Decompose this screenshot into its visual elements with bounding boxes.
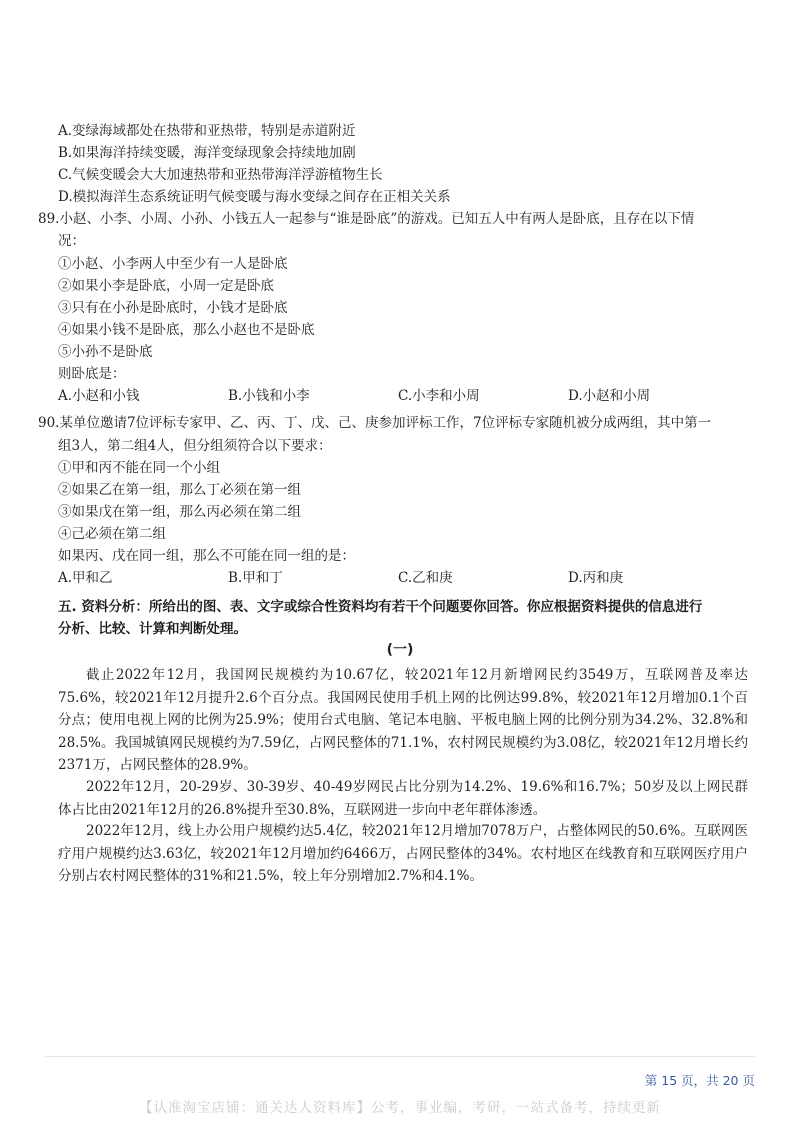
- footer-divider: [45, 1056, 755, 1057]
- q89-condition-4: ④如果小钱不是卧底，那么小赵也不是卧底: [58, 322, 315, 338]
- watermark: 【认准淘宝店铺：通关达人资料库】公考，事业编，考研，一站式备考，持续更新: [139, 1100, 661, 1116]
- q89-stem-line2: 况：: [58, 233, 85, 249]
- q88-option-c: C.气候变暖会大大加速热带和亚热带海洋浮游植物生长: [58, 167, 383, 183]
- q90-condition-1: ①甲和丙不能在同一个小组: [58, 460, 220, 476]
- paragraph-3: 2022年12月，线上办公用户规模约达5.4亿，较2021年12月增加7078万户，占整体网民的50.6%。互联网医疗用户规模约达3.63亿，较2021年12月增加约6466万，占网民整体的34%。农村地区在线教育和互联网医疗用户分别占农村网民整体的31%和21.5%，较上年分别增加2.7%和4.1%。: [58, 823, 748, 884]
- q89-condition-3: ③只有在小孙是卧底时，小钱才是卧底: [58, 300, 288, 316]
- q89-question: 则卧底是：: [58, 366, 126, 382]
- q89-option-d: D.小赵和小周: [568, 388, 651, 404]
- q88-option-b: B.如果海洋持续变暖，海洋变绿现象会持续地加剧: [58, 145, 356, 161]
- q89-option-b: B.小钱和小李: [228, 388, 310, 404]
- q90-stem-line2: 组3人，第二组4人，但分组须符合以下要求：: [58, 438, 332, 454]
- q90-condition-4: ④己必须在第二组: [58, 526, 166, 542]
- part-title: (一): [386, 642, 414, 658]
- q90-condition-2: ②如果乙在第一组，那么丁必须在第一组: [58, 482, 301, 498]
- q90-option-b: B.甲和丁: [228, 570, 283, 586]
- q89-condition-1: ①小赵、小李两人中至少有一人是卧底: [58, 256, 288, 272]
- q89-stem-line1: 89.小赵、小李、小周、小孙、小钱五人一起参与“谁是卧底”的游戏。已知五人中有两人是卧底，且存在以下情: [38, 211, 695, 227]
- q88-option-a: A.变绿海域都处在热带和亚热带，特别是赤道附近: [58, 123, 356, 139]
- q90-option-a: A.甲和乙: [58, 570, 113, 586]
- section-heading-line2: 分析、比较、计算和判断处理。: [58, 621, 247, 637]
- q90-option-d: D.丙和庚: [568, 570, 624, 586]
- q89-option-c: C.小李和小周: [398, 388, 480, 404]
- q90-question: 如果丙、戊在同一组，那么不可能在同一组的是：: [58, 548, 355, 564]
- q90-stem-line1: 90.某单位邀请7位评标专家甲、乙、丙、丁、戊、己、庚参加评标工作，7位评标专家随机被分成两组，其中第一: [38, 415, 712, 431]
- q90-condition-3: ③如果戊在第一组，那么丙必须在第二组: [58, 504, 301, 520]
- q90-option-c: C.乙和庚: [398, 570, 453, 586]
- page-number: 第 15 页，共 20 页: [644, 1073, 755, 1088]
- q89-condition-2: ②如果小李是卧底，小周一定是卧底: [58, 278, 274, 294]
- q89-option-a: A.小赵和小钱: [58, 388, 140, 404]
- section-heading-line1: 五. 资料分析：所给出的图、表、文字或综合性资料均有若干个问题要你回答。你应根据资料提供的信息进行: [58, 599, 703, 615]
- q88-option-d: D.模拟海洋生态系统证明气候变暖与海水变绿之间存在正相关关系: [58, 189, 451, 205]
- paragraph-1: 截止2022年12月，我国网民规模约为10.67亿，较2021年12月新增网民约3549万，互联网普及率达75.6%，较2021年12月提升2.6个百分点。我国网民使用手机上网的比例达99.8%，较2021年12月增加0.1个百分点；使用电视上网的比例为25.9%；使用台式电脑、笔记本电脑、平板电脑上网的比例分别为34.2%、32.8%和28.5%。我国城镇网民规模约为7.59亿，占网民整体的71.1%，农村网民规模约为3.08亿，较2021年12月增长约2371万，占网民整体的28.9%。: [58, 667, 748, 773]
- paragraph-2: 2022年12月，20-29岁、30-39岁、40-49岁网民占比分别为14.2%、19.6%和16.7%；50岁及以上网民群体占比由2021年12月的26.8%提升至30.8%，互联网进一步向中老年群体渗透。: [58, 779, 748, 818]
- q89-condition-5: ⑤小孙不是卧底: [58, 344, 153, 360]
